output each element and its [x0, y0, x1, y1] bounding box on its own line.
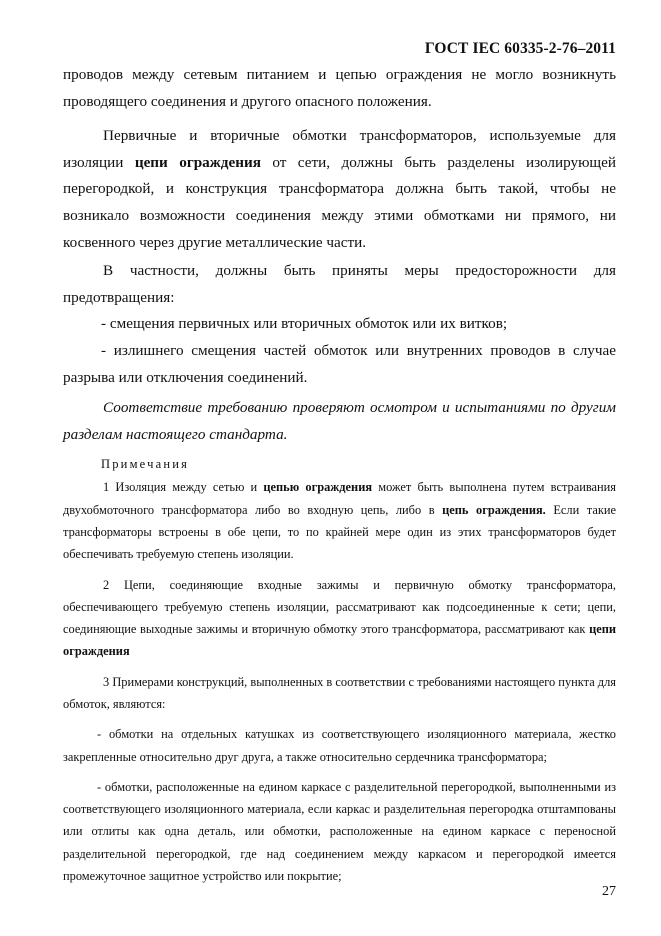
list-item-displacement: - смещения первичных или вторичных обмоток или их витков; — [101, 315, 508, 333]
term-fence-circuit: цепь ограждения. — [442, 502, 546, 517]
page-body — [63, 62, 616, 887]
paragraph-transformer-windings — [63, 123, 616, 256]
term-fence-circuit: цепи ограждения — [63, 622, 616, 659]
document-header: ГОСТ IEC 60335-2-76–2011 — [424, 40, 616, 57]
list-item-excessive-displacement: - излишнего смещения частей обмоток или внутренних проводов в случае разрыва или отключения соединений. — [63, 341, 616, 386]
note-1 — [63, 476, 616, 565]
note-text: может быть выполнена путем встраивания двухобмоточного трансформатора либо во входную цепь, либо в — [63, 480, 616, 517]
note-text: 1 Изоляция между сетью и — [103, 480, 264, 495]
note-2 — [63, 574, 616, 663]
note-3-item-1: - обмотки на отдельных катушках из соответствующего изоляционного материала, жестко закрепленные относительно друг друга, а также относительно сердечника трансформатора; — [63, 727, 616, 764]
notes-title: Примечания — [101, 457, 190, 472]
paragraph-continuation: проводов между сетевым питанием и цепью ограждения не могло возникнуть проводящего соединения и другого опасного положения. — [63, 66, 616, 110]
note-text: 2 Цепи, соединяющие входные зажимы и первичную обмотку трансформатора, обеспечивающего требуемую степень изоляции, рассматривают как подсоединенные к сети; цепи, соединяющие выходные зажимы и вторичную обмотку этого трансформатора, рассматривают как — [63, 577, 616, 637]
paragraph-text: от сети, должны быть разделены изолирующей перегородкой, и конструкция трансформатора должна быть такой, чтобы не возникало возможности соединения между этими обмотками ни прямого, ни косвенного через другие металлические части. — [63, 153, 616, 251]
note-3-item-2: - обмотки, расположенные на едином каркасе с разделительной перегородкой, выполненными из соответствующего изоляционного материала, если каркас и разделительная перегородка отштампованы или отлиты как одна деталь, или обмотки, расположенные на едином каркасе с переносной разделительной перегородкой, где над соединением между каркасом и перегородкой имеется промежуточное защитное устройство или покрытие; — [63, 779, 616, 884]
note-text: Если такие трансформаторы встроены в обе цепи, то по крайней мере один из этих трансформаторов будет обеспечивать требуемую степень изоляции. — [63, 502, 617, 562]
paragraph-precautions: В частности, должны быть приняты меры предосторожности для предотвращения: — [63, 262, 616, 306]
term-fence-circuit: цепью ограждения — [263, 480, 373, 495]
paragraph-text: Первичные и вторичные обмотки трансформаторов, используемые для изоляции — [63, 127, 616, 171]
paragraph-compliance-check: Соответствие требованию проверяют осмотром и испытаниями по другим разделам настоящего стандарта. — [63, 399, 616, 443]
page-number: 27 — [602, 884, 616, 899]
term-fence-circuit: цепи ограждения — [134, 153, 261, 171]
note-3: 3 Примерами конструкций, выполненных в соответствии с требованиями настоящего пункта для обмоток, являются: — [63, 674, 616, 711]
